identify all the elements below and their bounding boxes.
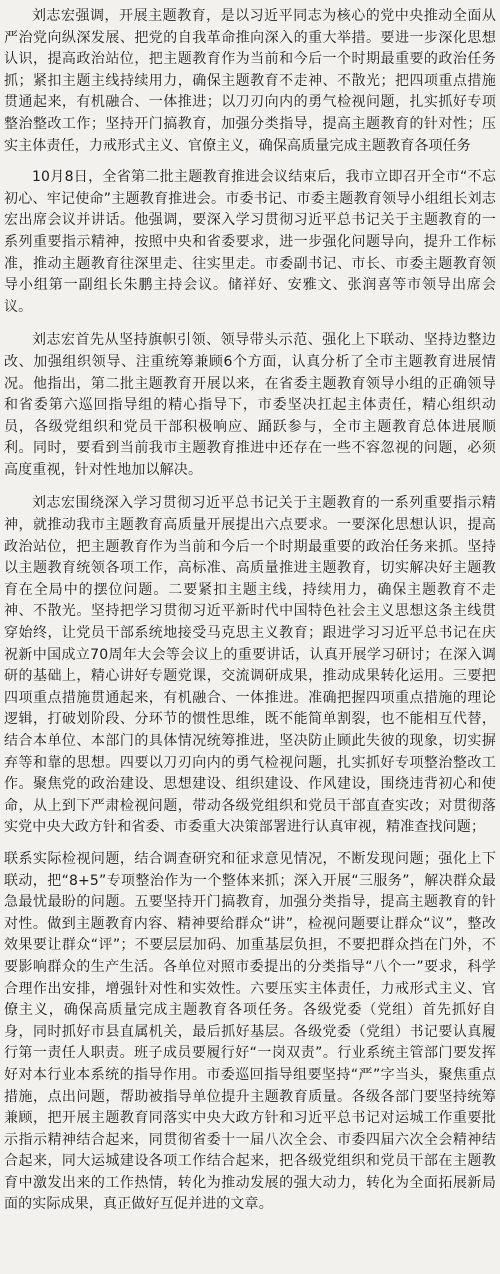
article-paragraph-5: 联系实际检视问题，结合调查研究和征求意见情况，不断发现问题；强化上下联动，把“8+5”专项整治作为一个整体来抓；深入开展“三服务”，解决群众最急最忧最盼的问题。五要坚持开门搞教育，加强分类指导，提高主题教育的针对性。做到主题教育内容、精神要给群众“讲”，检视问题要让群众“议”，整改效果要让群众“评”；不要层层加码、加重基层负担，不要把群众挡在门外，不要影响群众的生产生活。各单位对照市委提出的分类指导“八个一”要求，科学合理作出安排，增强针对性和实效性。六要压实主体责任，力戒形式主义、官僚主义，确保高质量完成主题教育各项任务。各级党委（党组）首先抓好自身，同时抓好市县直属机关，最后抓好基层。各级党委（党组）书记要认真履行第一责任人职责。班子成员要履行好“一岗双责”。行业系统主管部门要发挥好对本行业本系统的指导作用。市委巡回指导组要坚持“严”字当头，聚焦重点措施，点出问题，帮助被指导单位提升主题教育质量。各级各部门要坚持统筹兼顾，把开展主题教育同落实中央大政方针和习近平总书记对运城工作重要批示指示精神结合起来，同贯彻省委十一届八次全会、市委四届六次全会精神结合起来，同大运城建设各项工作结合起来，把各级党组织和党员干部在主题教育中激发出来的工作热情，转化为推动发展的强大动力，转化为全面拓展新局面的实际成果，真正做好互促并进的文章。	[4, 850, 496, 1213]
article-paragraph-1: 刘志宏强调，开展主题教育，是以习近平同志为核心的党中央推动全面从严治党向纵深发展、把党的自我革命推向深入的重大举措。要进一步深化思想认识，提高政治站位，把主题教育作为当前和今后一个时期最重要的政治任务抓；紧扣主题主线持续用力，确保主题教育不走神、不散光；把四项重点措施贯通起来，有机融合、一体推进；以刀刃向内的勇气检视问题，扎实抓好专项整治整改工作；坚持开门搞教育，加强分类指导，提高主题教育的针对性；压实主体责任，力戒形式主义、官僚主义，确保高质量完成主题教育各项任务	[4, 8, 496, 154]
article-paragraph-3: 刘志宏首先从坚持旗帜引领、领导带头示范、强化上下联动、坚持边整边改、加强组织领导、注重统筹兼顾6个方面，认真分析了全市主题教育进展情况。他指出，第二批主题教育开展以来，在省委主题教育领导小组的正确领导和省委第六巡回指导组的精心指导下，市委坚决扛起主体责任，精心组织动员，各级党组织和党员干部积极响应、踊跃参与，全市主题教育总体进展顺利。同时，要看到当前我市主题教育推进中还存在一些不容忽视的问题，必须高度重视，针对性地加以解决。	[4, 332, 496, 478]
article-paragraph-4: 刘志宏围绕深入学习贯彻习近平总书记关于主题教育的一系列重要指示精神，就推动我市主题教育高质量开展提出六点要求。一要深化思想认识，提高政治站位，把主题教育作为当前和今后一个时期最重要的政治任务来抓。坚持以主题教育统领各项工作，高标准、高质量推进主题教育，切实解决好主题教育在全局中的摆位问题。二要紧扣主题主线，持续用力，确保主题教育不走神、不散光。坚持把学习贯彻习近平新时代中国特色社会主义思想这条主线贯穿始终，让党员干部系统地接受马克思主义教育；跟进学习习近平总书记在庆祝新中国成立70周年大会等会议上的重要讲话，认真开展学习研讨；在深入调研的基础上，精心讲好专题党课，交流调研成果，推动成果转化运用。三要把四项重点措施贯通起来，有机融合、一体推进。准确把握四项重点措施的理论逻辑，打破划阶段、分环节的惯性思维，既不能简单割裂，也不能相互代替，结合本单位、本部门的具体情况统筹推进，坚决防止顾此失彼的现象，切实摒弃等和靠的思想。四要以刀刃向内的勇气检视问题，扎实抓好专项整治整改工作。聚焦党的政治建设、思想建设、组织建设、作风建设，围绕违背初心和使命，从上到下严肃检视问题，带动各级党组织和党员干部直查实改；对贯彻落实党中央大政方针和省委、市委重大决策部署进行认真审视，精准查找问题；	[4, 495, 496, 836]
article-paragraph-2: 10月8日，全省第二批主题教育推进会议结束后，我市立即召开全市“不忘初心、牢记使命”主题教育推进会。市委书记、市委主题教育领导小组组长刘志宏出席会议并讲话。他强调，要深入学习贯彻习近平总书记关于主题教育的一系列重要指示精神，按照中央和省委要求，进一步强化问题导向，提升工作标准，推动主题教育往深里走、往实里走。市委副书记、市长、市委主题教育领导小组第一副组长朱鹏主持会议。储祥好、安雅文、张润喜等市领导出席会议。	[4, 169, 496, 315]
